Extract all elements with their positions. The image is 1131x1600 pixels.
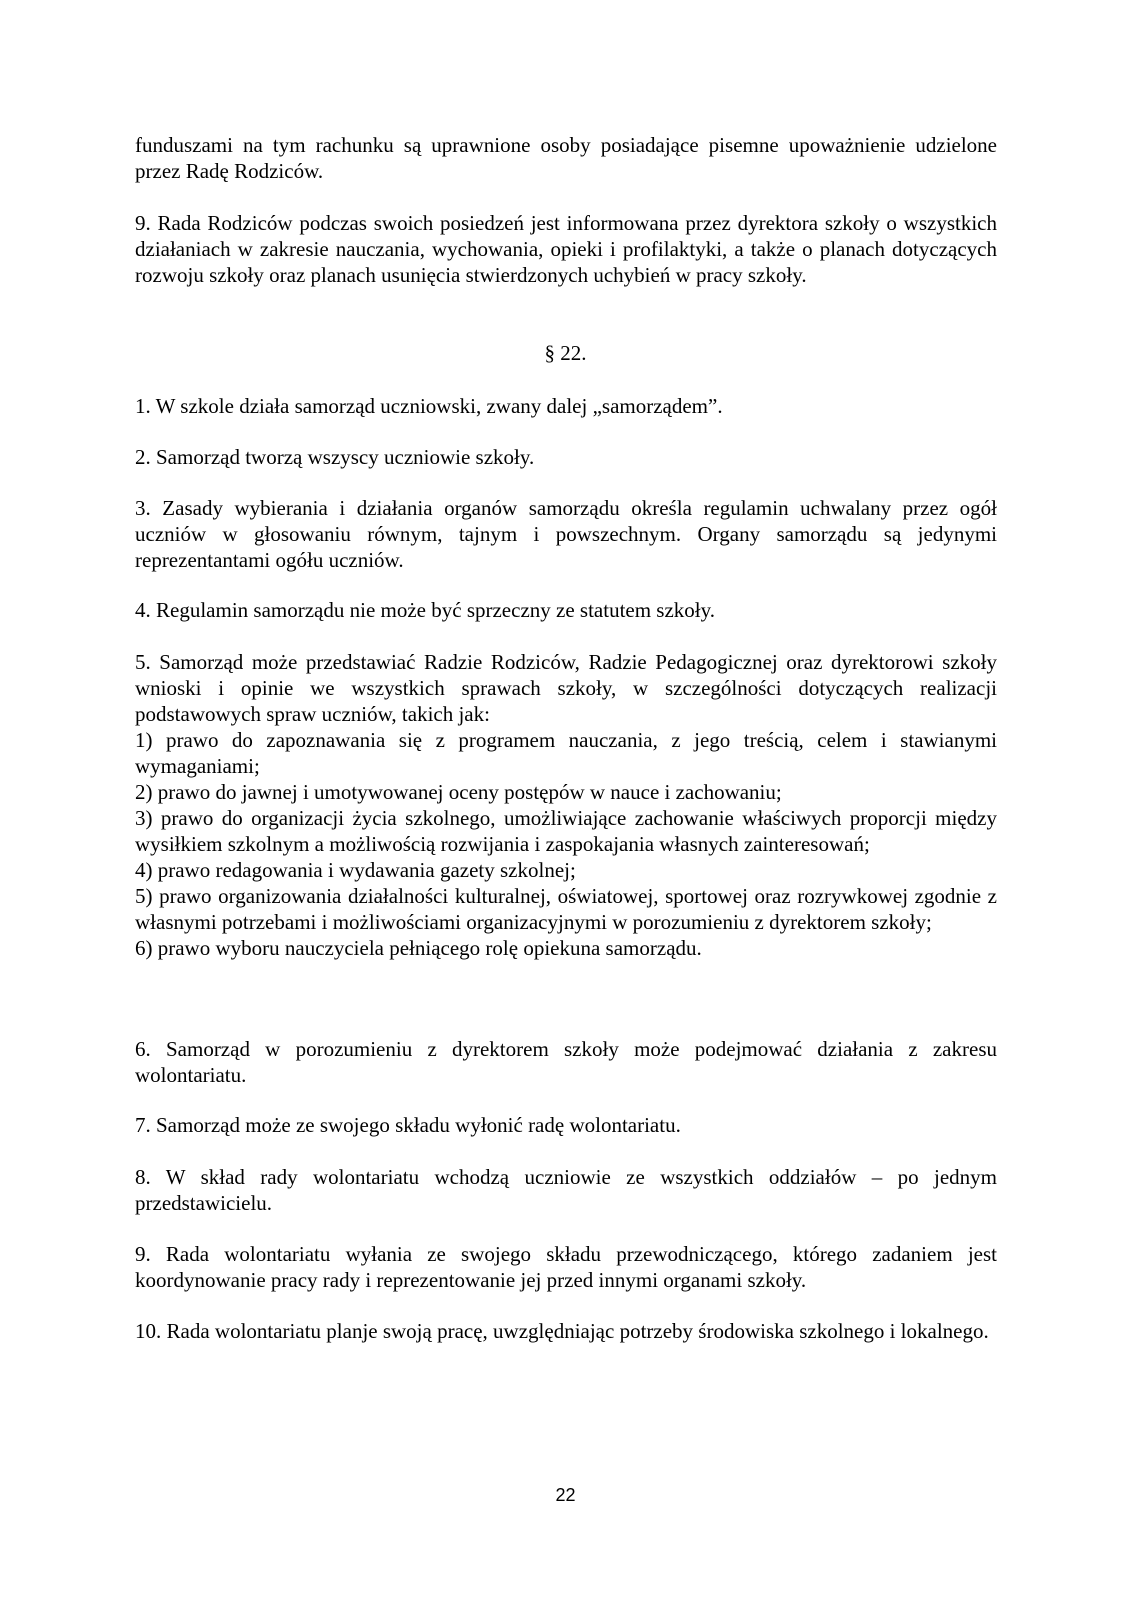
paragraph-8: 8. W skład rady wolontariatu wchodzą uczniowie ze wszystkich oddziałów – po jednym przedstawicielu. xyxy=(135,1165,997,1215)
paragraph-1: 1. W szkole działa samorząd uczniowski, zwany dalej „samorządem”. xyxy=(135,394,723,418)
section-heading-22: § 22. xyxy=(544,341,587,365)
paragraph-5-item-4: 4) prawo redagowania i wydawania gazety szkolnej; xyxy=(135,858,576,882)
paragraph-5-item-3: 3) prawo do organizacji życia szkolnego, umożliwiające zachowanie właściwych proporcji między wysiłkiem szkolnym a możliwością rozwijania i zaspokajania własnych zainteresowań; xyxy=(135,806,997,856)
paragraph-6: 6. Samorząd w porozumieniu z dyrektorem szkoły może podejmować działania z zakresu wolontariatu. xyxy=(135,1037,997,1087)
paragraph-3: 3. Zasady wybierania i działania organów samorządu określa regulamin uchwalany przez ogół uczniów w głosowaniu równym, tajnym i powszechnym. Organy samorządu są jedynymi reprezentantami ogółu uczniów. xyxy=(135,496,997,572)
paragraph-5-item-1: 1) prawo do zapoznawania się z programem nauczania, z jego treścią, celem i stawianymi wymaganiami; xyxy=(135,728,997,778)
paragraph-9-rada-rodzicow: 9. Rada Rodziców podczas swoich posiedzeń jest informowana przez dyrektora szkoły o wszystkich działaniach w zakresie nauczania, wychowania, opieki i profilaktyki, a także o planach dotyczących rozwoju szkoły oraz planach usunięcia stwierdzonych uchybień w pracy szkoły. xyxy=(135,211,997,287)
page-number: 22 xyxy=(555,1485,576,1505)
paragraph-2: 2. Samorząd tworzą wszyscy uczniowie szkoły. xyxy=(135,445,535,469)
paragraph-5 xyxy=(135,649,997,961)
paragraph-9: 9. Rada wolontariatu wyłania ze swojego składu przewodniczącego, którego zadaniem jest koordynowanie pracy rady i reprezentowanie jej przed innymi organami szkoły. xyxy=(135,1242,997,1292)
paragraph-5-item-5: 5) prawo organizowania działalności kulturalnej, oświatowej, sportowej oraz rozrywkowej zgodnie z własnymi potrzebami i możliwościami organizacyjnymi w porozumieniu z dyrektorem szkoły; xyxy=(135,884,997,934)
paragraph-10: 10. Rada wolontariatu planje swoją pracę, uwzględniając potrzeby środowiska szkolnego i lokalnego. xyxy=(135,1319,989,1343)
paragraph-continuation: funduszami na tym rachunku są uprawnione osoby posiadające pisemne upoważnienie udzielone przez Radę Rodziców. xyxy=(135,133,997,183)
paragraph-5-intro: 5. Samorząd może przedstawiać Radzie Rodziców, Radzie Pedagogicznej oraz dyrektorowi szkoły wnioski i opinie we wszystkich sprawach szkoły, w szczególności dotyczących realizacji podstawowych spraw uczniów, takich jak: xyxy=(135,650,997,726)
paragraph-4: 4. Regulamin samorządu nie może być sprzeczny ze statutem szkoły. xyxy=(135,598,716,622)
paragraph-5-item-2: 2) prawo do jawnej i umotywowanej oceny postępów w nauce i zachowaniu; xyxy=(135,780,782,804)
paragraph-7: 7. Samorząd może ze swojego składu wyłonić radę wolontariatu. xyxy=(135,1113,681,1137)
paragraph-5-item-6: 6) prawo wyboru nauczyciela pełniącego rolę opiekuna samorządu. xyxy=(135,936,702,960)
